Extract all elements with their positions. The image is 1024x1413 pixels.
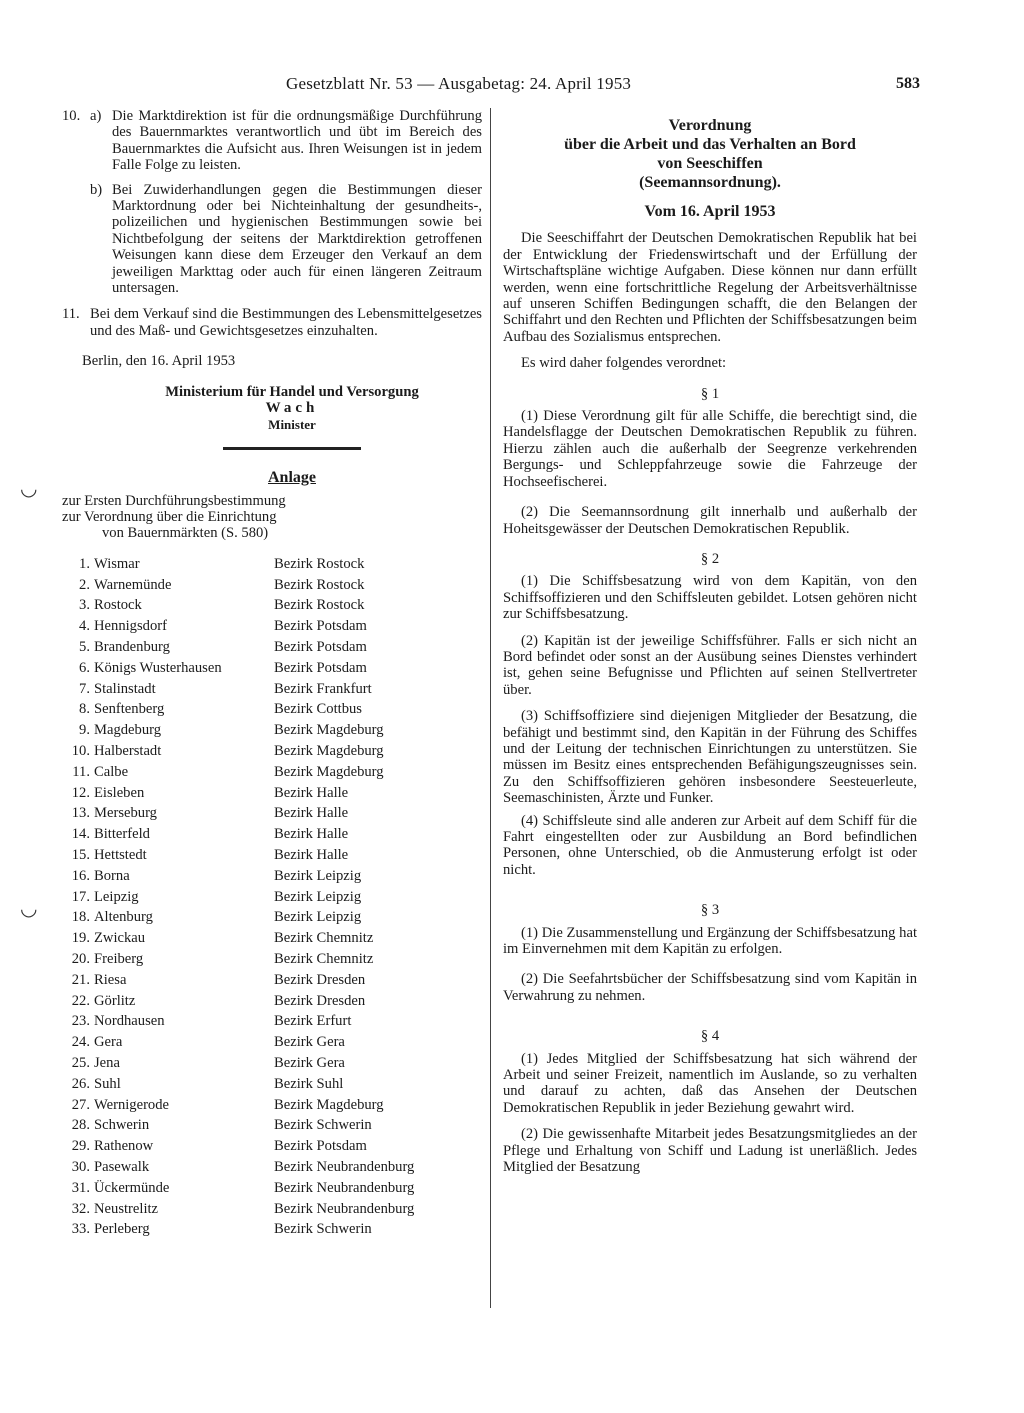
- district-row: [62, 1053, 482, 1074]
- section-paragraph: (2) Die Seefahrtsbücher der Schiffsbesatzung sind vom Kapitän in Verwahrung zu nehmen.: [503, 971, 917, 1004]
- district-number: 15.: [71, 847, 90, 864]
- section-heading: § 3: [700, 902, 720, 919]
- district-number: 20.: [71, 951, 90, 968]
- section-paragraph: (2) Die Seemannsordnung gilt innerhalb und außerhalb der Hoheitsgewässer der Deutschen Demokratischen Republik.: [503, 504, 917, 537]
- district-number: 14.: [71, 826, 90, 843]
- item-number: 11.: [62, 306, 80, 323]
- district-number: 16.: [71, 867, 90, 884]
- district-bezirk: Bezirk Halle: [274, 826, 349, 843]
- district-bezirk: Bezirk Neubrandenburg: [274, 1159, 415, 1175]
- district-row: [62, 1198, 482, 1219]
- district-number: 4.: [79, 618, 90, 635]
- district-city: Hennigsdorf: [94, 618, 167, 635]
- district-number: 11.: [72, 763, 90, 780]
- district-number: 19.: [71, 930, 90, 947]
- district-city: Ückermünde: [94, 1179, 170, 1196]
- district-row: [62, 575, 482, 596]
- district-bezirk: Bezirk Rostock: [274, 555, 365, 572]
- ministry-name: Ministerium für Handel und Versorgung: [165, 383, 419, 400]
- district-city: Zwickau: [94, 930, 146, 947]
- district-row: [62, 928, 482, 949]
- district-row: [62, 1115, 482, 1136]
- decree-title-line: Verordnung: [668, 117, 752, 134]
- district-city: Bitterfeld: [94, 826, 150, 843]
- district-number: 17.: [71, 888, 90, 905]
- district-bezirk: Bezirk Magdeburg: [274, 1096, 384, 1113]
- item-11-text: Bei dem Verkauf sind die Bestimmungen des Lebensmittelgesetzes und des Maß- und Gewichtsgesetzes einzuhalten.: [90, 306, 482, 339]
- decree-title-line: (Seemannsordnung).: [639, 174, 781, 191]
- column-divider: [490, 108, 491, 1308]
- margin-mark: ◡: [20, 898, 38, 920]
- district-bezirk: Bezirk Leipzig: [274, 888, 362, 905]
- district-number: 1.: [79, 555, 90, 572]
- district-number: 23.: [71, 1013, 90, 1030]
- district-bezirk: Bezirk Gera: [274, 1055, 345, 1072]
- district-row: [62, 1157, 482, 1178]
- district-row: [62, 741, 482, 762]
- district-bezirk: Bezirk Leipzig: [274, 909, 362, 926]
- district-number: 21.: [71, 971, 90, 988]
- district-row: [62, 1011, 482, 1032]
- district-list: [62, 554, 482, 1240]
- district-row: [62, 866, 482, 887]
- district-bezirk: Bezirk Rostock: [274, 597, 365, 614]
- section-paragraph: (1) Jedes Mitglied der Schiffsbesatzung hat sich während der Arbeit und seiner Freizeit, namentlich im Auslande, so zu verhalten und darauf zu achten, daß das Ansehen der Deutschen Demokratischen Republik in jeder Beziehung gewahrt wird.: [503, 1050, 917, 1116]
- section-paragraph: (3) Schiffsoffiziere sind diejenigen Mitglieder der Besatzung, die befähigt und bestimmt sind, den Kapitän in der Führung des Schiffes und der Leitung der technischen Einrichtungen zu unterstützen. Sie müssen im Besitz eines entsprechenden Befähigungszeugnisses sein. Zu den Schiffsoffizieren gehören insbesondere Seesteuerleute, Seemaschinisten, Ärzte und Funker.: [503, 708, 917, 807]
- district-number: 10.: [71, 743, 90, 760]
- district-bezirk: Bezirk Chemnitz: [274, 951, 374, 968]
- district-city: Nordhausen: [94, 1013, 165, 1030]
- district-bezirk: Bezirk Chemnitz: [274, 930, 374, 947]
- district-bezirk: Bezirk Halle: [274, 847, 349, 864]
- district-number: 22.: [71, 992, 90, 1009]
- district-number: 24.: [71, 1034, 90, 1051]
- district-city: Wismar: [94, 555, 140, 572]
- preamble: Die Seeschiffahrt der Deutschen Demokratischen Republik hat bei der Entwicklung der Friedenswirtschaft und der Erfüllung der Wirtschaftspläne wichtige Aufgaben. Diese können nur dann erfüllt werden, wenn eine fortschrittliche Regelung der Arbeitsverhältnisse auf unseren Schiffen Bedingungen schafft, die den Belangen der Schiffahrt und den Rechten und Pflichten der Schiffsbesatzungen beim Aufbau des Sozialismus entsprechen.: [503, 230, 917, 345]
- district-number: 6.: [79, 659, 90, 676]
- item-label: b): [90, 181, 103, 198]
- district-number: 33.: [71, 1221, 90, 1238]
- district-bezirk: Bezirk Magdeburg: [274, 743, 384, 760]
- district-bezirk: Bezirk Halle: [274, 805, 349, 822]
- district-city: Rathenow: [94, 1138, 154, 1155]
- district-bezirk: Bezirk Potsdam: [274, 639, 367, 656]
- district-bezirk: Bezirk Schwerin: [274, 1117, 372, 1134]
- decree-formula: Es wird daher folgendes verordnet:: [521, 355, 727, 372]
- district-city: Gera: [94, 1034, 123, 1051]
- district-row: [62, 1094, 482, 1115]
- district-city: Hettstedt: [94, 847, 147, 864]
- district-city: Halberstadt: [94, 743, 162, 760]
- district-bezirk: Bezirk Frankfurt: [274, 680, 372, 697]
- district-number: 5.: [79, 639, 90, 656]
- district-row: [62, 907, 482, 928]
- district-city: Neustrelitz: [94, 1200, 159, 1217]
- district-row: [62, 1178, 482, 1199]
- district-city: Görlitz: [94, 992, 136, 1009]
- section-paragraph: (4) Schiffsleute sind alle anderen zur Arbeit auf dem Schiff für die Fahrt eingestellten oder zur Ausbildung an Bord befindlichen Personen, ohne Unterschied, ob die Anmusterung erfolgt ist oder nicht.: [503, 812, 917, 878]
- decree-date: Vom 16. April 1953: [644, 203, 776, 220]
- item-10: [62, 108, 482, 174]
- district-bezirk: Bezirk Gera: [274, 1034, 345, 1051]
- item-label: a): [90, 108, 102, 124]
- district-city: Jena: [94, 1055, 120, 1072]
- district-row: [62, 554, 482, 575]
- district-number: 12.: [71, 784, 90, 801]
- district-number: 3.: [79, 597, 90, 614]
- district-number: 9.: [79, 722, 90, 739]
- district-city: Stalinstadt: [94, 680, 156, 697]
- signer-title: Minister: [268, 416, 316, 432]
- district-city: Altenburg: [94, 909, 153, 926]
- district-city: Warnemünde: [94, 576, 172, 593]
- district-city: Wernigerode: [94, 1096, 169, 1113]
- district-city: Calbe: [94, 763, 129, 780]
- section-paragraph: (1) Diese Verordnung gilt für alle Schiffe, die berechtigt sind, die Handelsflagge der Deutschen Demokratischen Republik zu führen. Hierzu zählen auch die außerhalb der Seegrenze verkehrenden Bergungs- und Schleppfahrzeuge sowie die Fahrzeuge der Hochseefischerei.: [503, 408, 917, 490]
- anlage-title: Anlage: [268, 468, 316, 486]
- district-row: [62, 886, 482, 907]
- district-bezirk: Bezirk Potsdam: [274, 1138, 367, 1155]
- district-city: Brandenburg: [94, 639, 170, 656]
- district-city: Suhl: [94, 1075, 121, 1092]
- district-city: Riesa: [94, 971, 127, 988]
- district-city: Borna: [94, 867, 130, 884]
- district-number: 28.: [71, 1117, 90, 1134]
- item-10a-text: Die Marktdirektion ist für die ordnungsmäßige Durchführung des Bauernmarktes verantwortlich und übt im Bereich des Bauernmarktes die Aufsicht aus. Ihren Weisungen ist in jedem Falle Folge zu leisten.: [112, 108, 482, 174]
- section-heading: § 4: [700, 1028, 720, 1045]
- district-row: [62, 595, 482, 616]
- district-row: [62, 616, 482, 637]
- place-date: Berlin, den 16. April 1953: [82, 353, 236, 370]
- margin-mark: ◡: [20, 478, 38, 500]
- anlage-subtitle: [62, 494, 482, 541]
- district-number: 2.: [79, 576, 90, 593]
- district-city: Magdeburg: [94, 722, 162, 739]
- district-row: [62, 970, 482, 991]
- section-paragraph: (2) Die gewissenhafte Mitarbeit jedes Besatzungsmitgliedes an der Pflege und Erhaltung von Schiff und Ladung ist unerläßlich. Jedes Mitglied der Besatzung: [503, 1126, 917, 1176]
- section-paragraph: (1) Die Zusammenstellung und Ergänzung der Schiffsbesatzung hat im Einvernehmen mit dem Kapitän zu erfolgen.: [503, 924, 917, 958]
- district-bezirk: Bezirk Cottbus: [274, 701, 362, 718]
- district-number: 25.: [71, 1055, 90, 1072]
- anlage-subtitle-line: zur Verordnung über die Einrichtung: [62, 509, 277, 526]
- district-bezirk: Bezirk Erfurt: [274, 1013, 352, 1030]
- page-header: [0, 74, 1024, 98]
- district-bezirk: Bezirk Schwerin: [274, 1221, 372, 1238]
- district-number: 26.: [71, 1075, 90, 1092]
- page-number: 583: [896, 75, 920, 92]
- section-paragraph: (1) Die Schiffsbesatzung wird von dem Kapitän, von den Schiffsoffizieren und den Schiffsleuten gebildet. Lotsen gehören nicht zur Schiffsbesatzung.: [503, 573, 917, 623]
- decree-title-line: von Seeschiffen: [657, 155, 763, 172]
- item-10b: [90, 182, 482, 297]
- anlage-subtitle-line: zur Ersten Durchführungsbestimmung: [62, 493, 286, 510]
- section-heading: § 2: [700, 550, 720, 567]
- district-city: Königs Wusterhausen: [94, 659, 222, 676]
- decree-title: [503, 116, 917, 192]
- district-city: Senftenberg: [94, 701, 165, 718]
- anlage-subtitle-line: von Bauernmärkten (S. 580): [102, 524, 269, 541]
- separator-rule: [223, 447, 361, 450]
- district-number: 30.: [71, 1159, 90, 1175]
- district-bezirk: Bezirk Dresden: [274, 992, 366, 1009]
- district-row: [62, 720, 482, 741]
- left-column: [62, 108, 482, 1240]
- district-row: [62, 1136, 482, 1157]
- district-city: Eisleben: [94, 784, 145, 801]
- district-row: [62, 699, 482, 720]
- district-number: 32.: [71, 1200, 90, 1217]
- item-10b-text: Bei Zuwiderhandlungen gegen die Bestimmungen dieser Marktordnung oder bei Nichteinhaltung der gesundheits-, polizeilichen und hygienischen Bestimmungen sowie bei Nichtbefolgung der seitens der Marktdirektion getroffenen Weisungen kann diese dem Erzeuger den Verkauf an dem jeweiligen Markttag oder auch für einen längeren Zeitraum untersagen.: [112, 181, 482, 297]
- district-bezirk: Bezirk Leipzig: [274, 867, 362, 884]
- district-bezirk: Bezirk Halle: [274, 784, 349, 801]
- right-column: [503, 116, 917, 1176]
- district-bezirk: Bezirk Potsdam: [274, 659, 367, 676]
- item-11: [62, 306, 482, 339]
- district-row: [62, 782, 482, 803]
- section-paragraph: (2) Kapitän ist der jeweilige Schiffsführer. Falls er sich nicht an Bord befindet oder sonst an der Ausübung seines Dienstes verhindert ist, gehen seine Befugnisse und Pflichten auf seinen Stellvertreter über.: [503, 632, 917, 698]
- district-number: 8.: [79, 701, 90, 718]
- district-bezirk: Bezirk Neubrandenburg: [274, 1200, 415, 1217]
- district-number: 13.: [71, 805, 90, 822]
- district-row: [62, 949, 482, 970]
- district-row: [62, 678, 482, 699]
- district-row: [62, 658, 482, 679]
- district-city: Schwerin: [94, 1117, 150, 1134]
- district-bezirk: Bezirk Suhl: [274, 1075, 344, 1092]
- district-row: [62, 845, 482, 866]
- district-row: [62, 637, 482, 658]
- district-row: [62, 803, 482, 824]
- district-row: [62, 1219, 482, 1240]
- district-city: Rostock: [94, 597, 142, 614]
- district-row: [62, 824, 482, 845]
- district-bezirk: Bezirk Potsdam: [274, 618, 367, 635]
- district-city: Leipzig: [94, 888, 139, 905]
- district-bezirk: Bezirk Dresden: [274, 971, 366, 988]
- district-bezirk: Bezirk Magdeburg: [274, 722, 384, 739]
- district-row: [62, 1074, 482, 1095]
- district-number: 18.: [71, 909, 90, 926]
- decree-title-line: über die Arbeit und das Verhalten an Bord: [564, 136, 856, 153]
- district-city: Freiberg: [94, 951, 144, 968]
- signer-name: Wach: [265, 400, 319, 417]
- header-title: Gesetzblatt Nr. 53 — Ausgabetag: 24. April 1953: [286, 74, 632, 93]
- district-city: Pasewalk: [94, 1159, 150, 1175]
- district-city: Merseburg: [94, 805, 157, 822]
- district-number: 27.: [71, 1096, 90, 1113]
- district-number: 7.: [79, 680, 90, 697]
- district-number: 29.: [71, 1138, 90, 1155]
- section-heading: § 1: [700, 385, 720, 402]
- item-number: 10.: [62, 108, 81, 124]
- district-row: [62, 990, 482, 1011]
- district-row: [62, 762, 482, 783]
- district-number: 31.: [71, 1179, 90, 1196]
- district-bezirk: Bezirk Neubrandenburg: [274, 1179, 415, 1196]
- district-bezirk: Bezirk Rostock: [274, 576, 365, 593]
- district-city: Perleberg: [94, 1221, 150, 1238]
- district-row: [62, 1032, 482, 1053]
- district-bezirk: Bezirk Magdeburg: [274, 763, 384, 780]
